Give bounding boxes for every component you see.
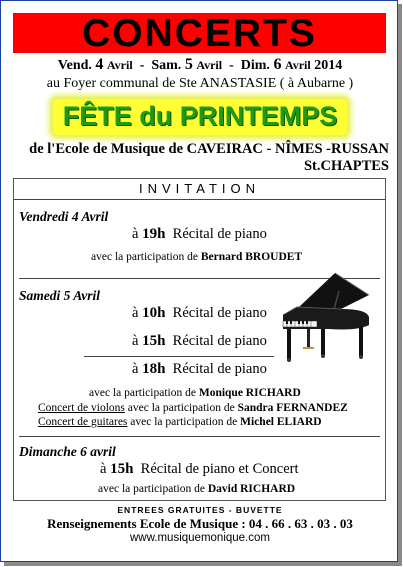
entries-line: ENTREES GRATUITES - BUVETTE [117, 505, 283, 515]
participant-name: Michel ELIARD [240, 416, 322, 428]
concert-violins-label: Concert de violons [38, 402, 125, 414]
invitation-divider [14, 199, 385, 200]
day-label-sunday: Dimanche 6 avril [19, 444, 116, 459]
slot-saturday-3 [132, 361, 267, 378]
slot-time: 10h [142, 305, 166, 321]
participation-saturday [89, 387, 301, 399]
slot-sunday [100, 461, 299, 478]
participation-violins [38, 402, 348, 414]
participation-prefix: avec la participation de [91, 251, 198, 263]
slot-text: Récital de piano [172, 361, 267, 377]
date-sunday-num: 6 [273, 56, 282, 73]
participant-name: David RICHARD [207, 483, 296, 495]
slot-text: Récital de piano et Concert [140, 461, 299, 477]
date-saturday-num: 5 [184, 56, 193, 73]
info-line: Renseignements Ecole de Musique : 04 . 66 . 63 . 03 . 03 [47, 516, 353, 531]
participation-prefix: avec la participation de [130, 416, 238, 428]
school-line: de l'Ecole de Musique de CAVEIRAC - NÎMES -RUSSAN [29, 141, 389, 157]
fete-title: FÊTE du PRINTEMPS [62, 100, 338, 131]
slot-text: Récital de piano [172, 333, 267, 349]
slot-prefix: à [132, 333, 139, 349]
date-year: 2014 [314, 58, 343, 73]
school-line-2: St.CHAPTES [303, 158, 389, 174]
date-sunday-abbr: Dim. [240, 58, 270, 73]
slot-time: 15h [142, 333, 166, 349]
banner-title: CONCERTS [82, 11, 317, 55]
date-sunday-month: Avril [284, 58, 311, 72]
grand-piano-icon [277, 269, 373, 365]
slot-text: Récital de piano [172, 226, 267, 242]
participation-guitars [38, 416, 322, 428]
participant-name: Sandra FERNANDEZ [237, 402, 348, 414]
section-divider [19, 436, 380, 437]
slot-text: Récital de piano [172, 305, 267, 321]
website-line: www.musiquemonique.com [130, 532, 270, 544]
date-friday-num: 4 [95, 56, 104, 73]
date-saturday-month: Avril [196, 58, 223, 72]
dates-line: Vend. 4 Avril - Sam. 5 Avril - Dim. 6 Avril 2014 [57, 56, 343, 73]
slot-saturday-1 [132, 305, 267, 322]
slot-prefix: à [132, 226, 139, 242]
slot-divider [84, 356, 274, 357]
participation-friday [91, 251, 302, 263]
participant-name: Monique RICHARD [198, 387, 301, 399]
slot-time: 15h [110, 461, 134, 477]
title-banner [13, 13, 386, 53]
participation-sunday [98, 483, 295, 495]
slot-prefix: à [132, 305, 139, 321]
concert-guitars-label: Concert de guitares [38, 416, 128, 428]
fete-banner [45, 93, 355, 139]
participation-prefix: avec la participation de [98, 483, 205, 495]
date-friday-month: Avril [106, 58, 133, 72]
participation-prefix: avec la participation de [89, 387, 196, 399]
date-saturday-abbr: Sam. [151, 58, 182, 73]
participant-name: Bernard BROUDET [200, 251, 303, 263]
slot-friday [132, 226, 267, 243]
invitation-title: INVITATION [138, 181, 261, 196]
frame-shadow-bottom [4, 562, 402, 566]
slot-time: 19h [142, 226, 166, 242]
slot-saturday-2 [132, 333, 267, 350]
slot-time: 18h [142, 361, 166, 377]
slot-prefix: à [132, 361, 139, 377]
venue-line: au Foyer communal de Ste ANASTASIE ( à Aubarne ) [46, 76, 354, 91]
date-friday-abbr: Vend. [57, 58, 92, 73]
participation-prefix: avec la participation de [127, 402, 235, 414]
day-label-saturday: Samedi 5 Avril [19, 288, 100, 303]
slot-prefix: à [100, 461, 107, 477]
day-label-friday: Vendredi 4 Avril [19, 209, 109, 224]
